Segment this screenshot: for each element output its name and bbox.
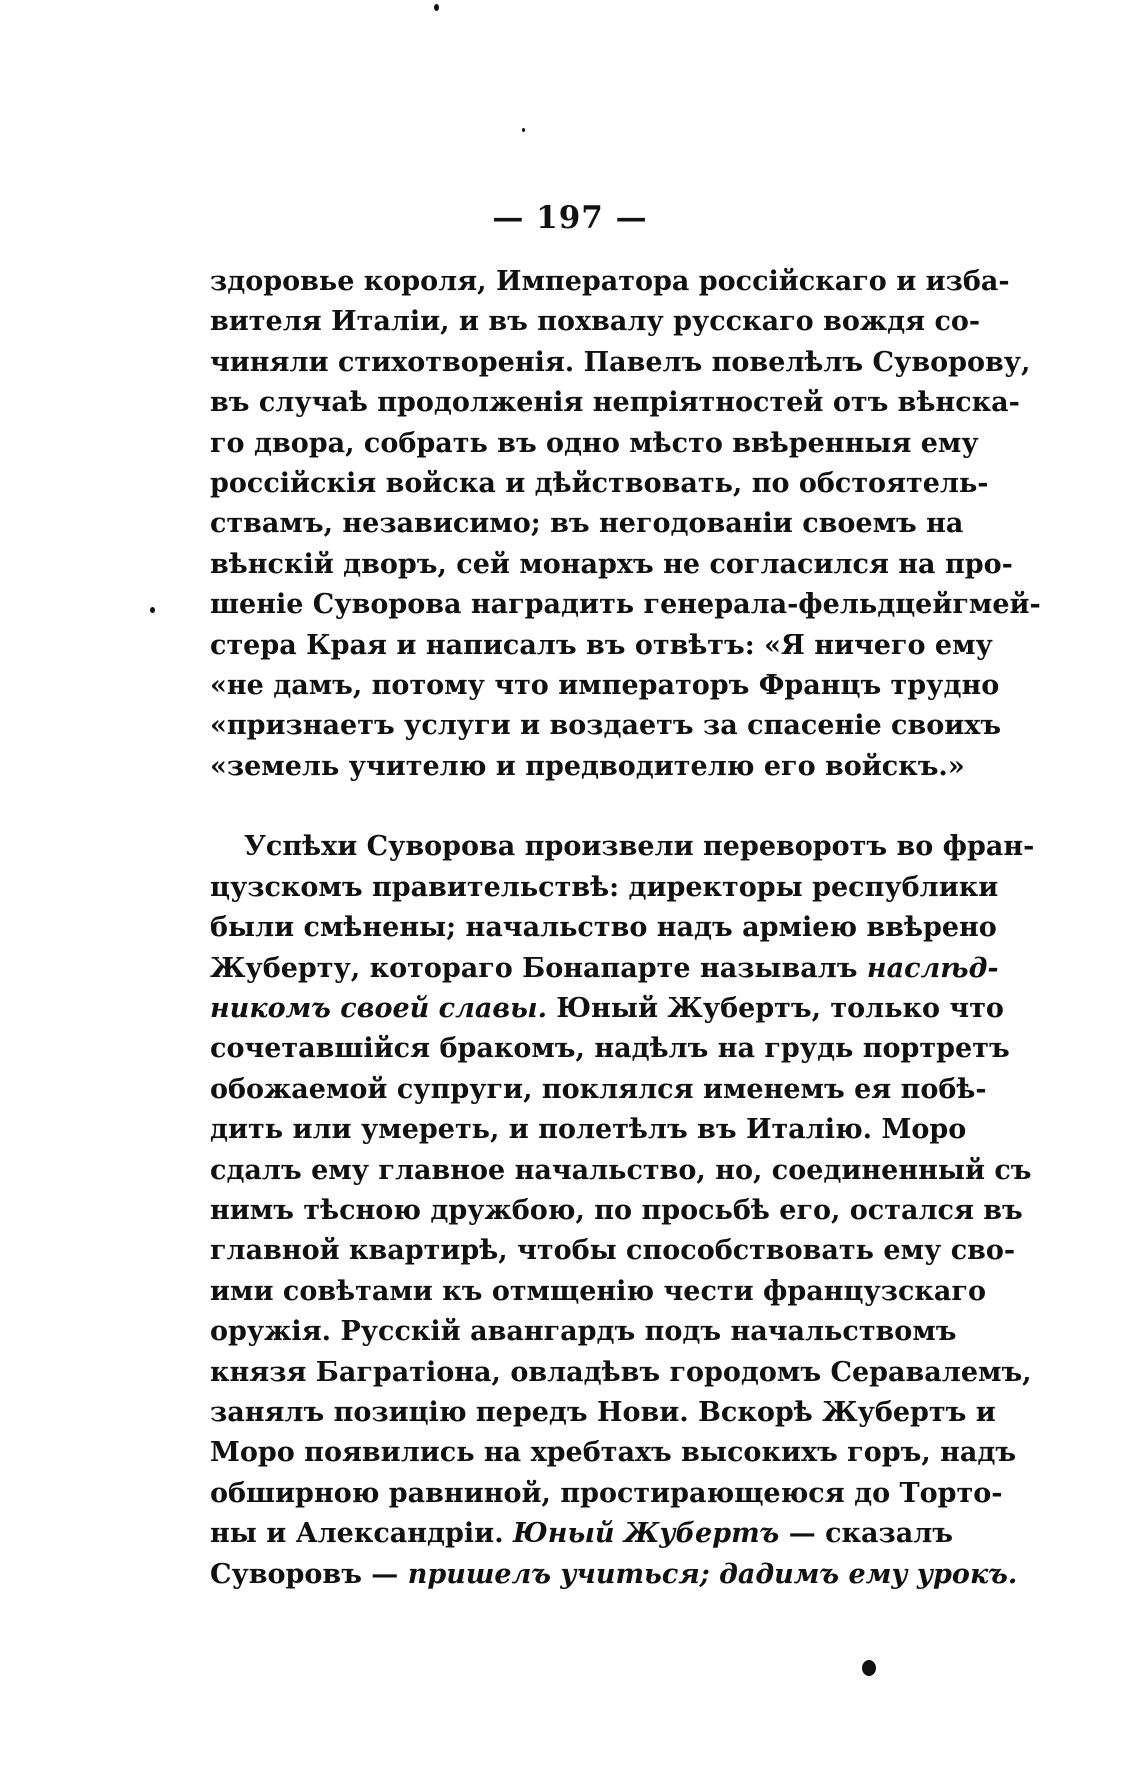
italic-phrase: Юный Жубертъ bbox=[513, 1518, 780, 1550]
text-line: обожаемой супруги, поклялся именемъ ея побѣ- bbox=[210, 1073, 987, 1105]
text-line: чиняли стихотворенія. Павелъ повелѣлъ Суворову, bbox=[210, 346, 1031, 378]
text-line: дить или умереть, и полетѣлъ въ Италію. Моро bbox=[210, 1114, 967, 1146]
text-line: князя Багратіона, овладѣвъ городомъ Серавалемъ, bbox=[210, 1356, 1032, 1388]
text-line: «признаетъ услуги и воздаетъ за спасеніе своихъ bbox=[210, 710, 1002, 742]
ink-speck-left bbox=[150, 607, 155, 613]
text-line: главной квартирѣ, чтобы способствовать ему сво- bbox=[210, 1235, 1016, 1267]
italic-phrase: пришелъ учиться; дадимъ ему урокъ. bbox=[407, 1558, 1018, 1590]
text-line: оружія. Русскій авангардъ подъ начальствомъ bbox=[210, 1316, 957, 1348]
text-line bbox=[210, 787, 886, 827]
text-run: ны и Александріи. bbox=[210, 1518, 514, 1550]
text-line bbox=[210, 989, 1004, 1029]
text-line: стера Края и написалъ въ отвѣтъ: «Я ничего ему bbox=[210, 629, 993, 661]
text-line: россійскія войска и дѣйствовать, по обстоятель- bbox=[210, 467, 989, 499]
text-line: ими совѣтами къ отмщенію чести французскаго bbox=[210, 1275, 986, 1307]
text-line: сдалъ ему главное начальство, но, соединенный съ bbox=[210, 1154, 1032, 1186]
text-line bbox=[210, 1514, 954, 1554]
text-line: въ случаѣ продолженія непріятностей отъ вѣнска- bbox=[210, 387, 1020, 419]
text-line: сочетавшійся бракомъ, надѣлъ на грудь портретъ bbox=[210, 1033, 1010, 1065]
ink-blot-bottom bbox=[862, 1660, 876, 1676]
page-number: — 197 — bbox=[492, 200, 648, 236]
text-run: — сказалъ bbox=[779, 1518, 954, 1550]
text-run: Жуберту, котораго Бонапарте называлъ bbox=[210, 952, 867, 984]
text-run: Юный Жубертъ, только что bbox=[547, 993, 1004, 1025]
text-line: цузскомъ правительствѣ: директоры республики bbox=[210, 871, 999, 903]
text-line: «не дамъ, потому что императоръ Францъ трудно bbox=[210, 669, 1000, 701]
text-line: Успѣхи Суворова произвели переворотъ во фран- bbox=[244, 831, 1035, 863]
text-line: здоровье короля, Императора россійскаго и изба- bbox=[210, 266, 1010, 297]
italic-phrase: никомъ своей славы. bbox=[210, 993, 547, 1025]
text-line: шеніе Суворова наградить генерала-фельдцейгмей- bbox=[210, 589, 1041, 621]
text-line: нимъ тѣсною дружбою, по просьбѣ его, остался въ bbox=[210, 1194, 1023, 1226]
ink-speck-top bbox=[434, 4, 439, 11]
body-text bbox=[210, 262, 1041, 1595]
ink-speck-upper bbox=[522, 128, 525, 132]
text-line: обширною равниной, простирающеюся до Торто- bbox=[210, 1477, 1003, 1509]
text-line: были смѣнены; начальство надъ арміею ввѣрено bbox=[210, 912, 997, 944]
text-line bbox=[210, 949, 999, 989]
text-line: ствамъ, независимо; въ негодованіи своемъ на bbox=[210, 508, 964, 540]
text-line: «земель учителю и предводителю его войскъ.» bbox=[210, 750, 965, 782]
text-line: Моро появились на хребтахъ высокихъ горъ, надъ bbox=[210, 1437, 1017, 1469]
text-line: занялъ позицію передъ Нови. Вскорѣ Жубертъ и bbox=[210, 1396, 996, 1428]
text-run: Суворовъ — bbox=[210, 1558, 408, 1590]
italic-phrase: наслѣд- bbox=[866, 952, 999, 984]
text-line: го двора, собрать въ одно мѣсто ввѣренныя ему bbox=[210, 427, 979, 459]
text-line: вителя Италіи, и въ похвалу русскаго вождя со- bbox=[210, 306, 981, 338]
text-line bbox=[210, 1555, 1018, 1595]
text-line: вѣнскій дворъ, сей монархъ не согласился на про- bbox=[210, 548, 1013, 580]
